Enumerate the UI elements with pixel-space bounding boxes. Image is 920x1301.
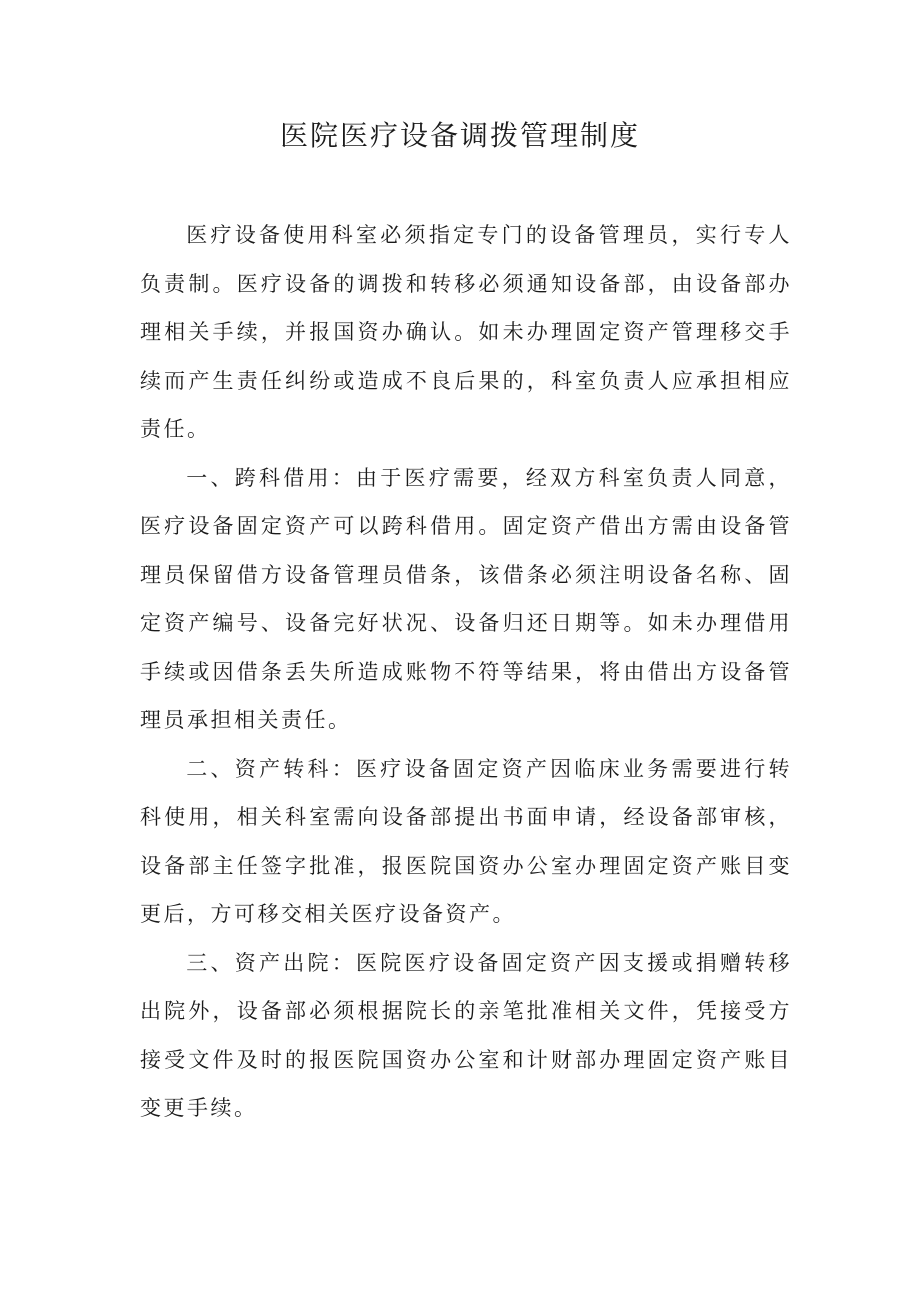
section-cross-department-borrowing: 一、跨科借用：由于医疗需要，经双方科室负责人同意，医疗设备固定资产可以跨科借用。固定资产借出方需由设备管理员保留借方设备管理员借条，该借条必须注明设备名称、固定资产编号、设备完好状况、设备归还日期等。如未办理借用手续或因借条丢失所造成账物不符等结果，将由借出方设备管理员承担相关责任。 bbox=[140, 465, 792, 732]
intro-paragraph: 医疗设备使用科室必须指定专门的设备管理员，实行专人负责制。医疗设备的调拨和转移必须通知设备部，由设备部办理相关手续，并报国资办确认。如未办理固定资产管理移交手续而产生责任纠纷或造成不良后果的，科室负责人应承担相应责任。 bbox=[140, 223, 792, 441]
document-body bbox=[140, 211, 792, 1133]
section-asset-transfer: 二、资产转科：医疗设备固定资产因临床业务需要进行转科使用，相关科室需向设备部提出书面申请，经设备部审核，设备部主任签字批准，报医院国资办公室办理固定资产账目变更后，方可移交相关医疗设备资产。 bbox=[140, 756, 792, 926]
document-title: 医院医疗设备调拨管理制度 bbox=[279, 119, 640, 152]
section-asset-outbound: 三、资产出院：医院医疗设备固定资产因支援或捐赠转移出院外，设备部必须根据院长的亲笔批准相关文件，凭接受方接受文件及时的报医院国资办公室和计财部办理固定资产账目变更手续。 bbox=[140, 950, 792, 1120]
